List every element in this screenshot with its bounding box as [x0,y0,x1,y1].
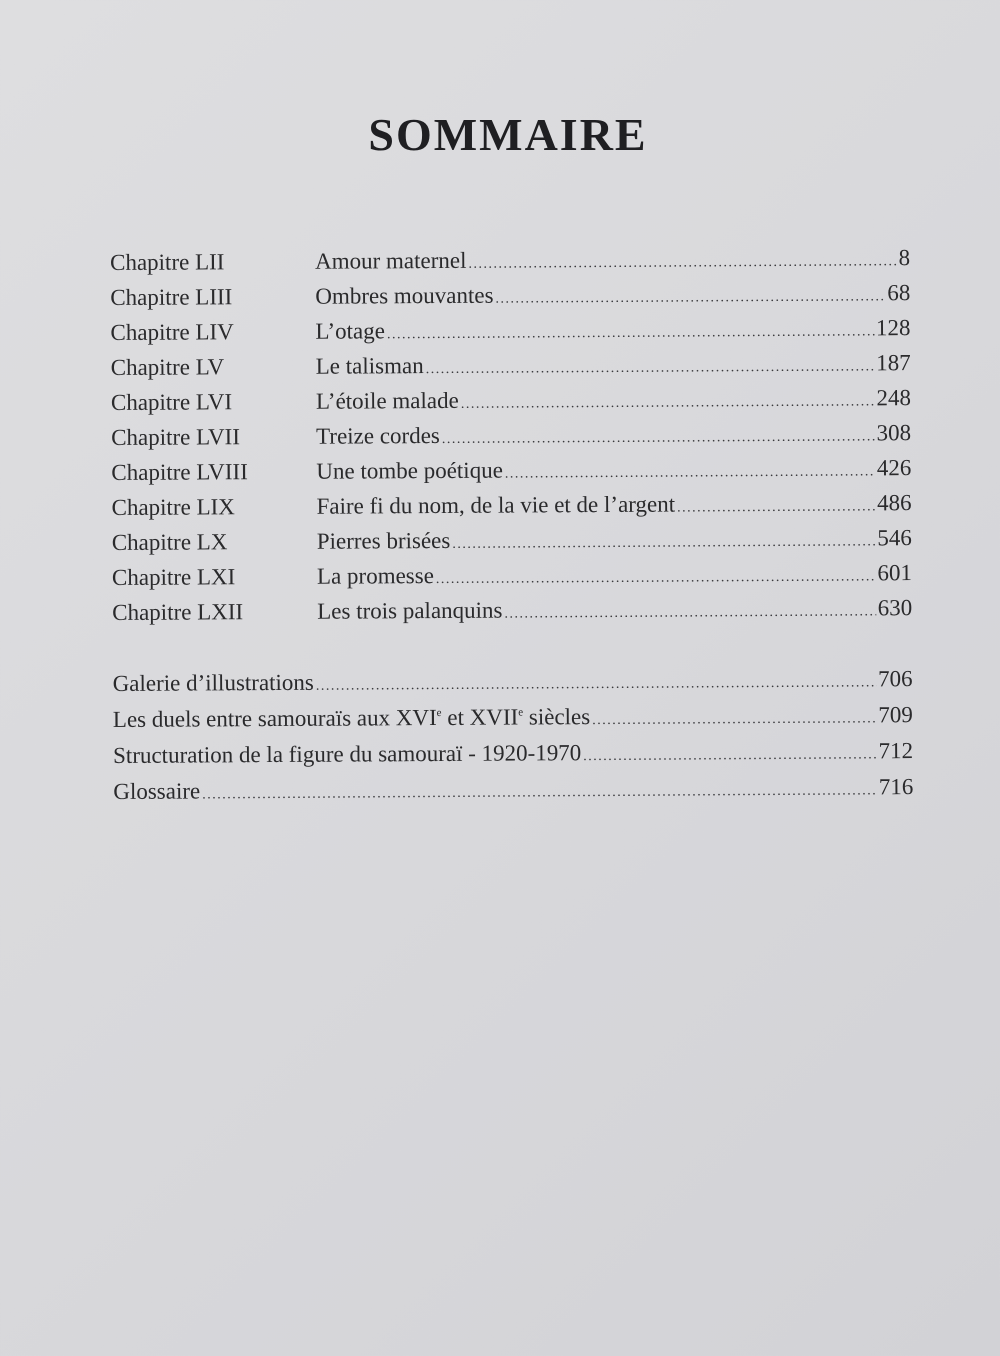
page-number: 486 [876,490,912,516]
entry-title-part: Les duels entre samouraïs aux XVI [112,705,437,732]
page-number: 546 [877,525,912,551]
page-number: 601 [877,560,913,586]
dot-leader [436,569,876,588]
toc-entry-chapter [111,385,911,425]
dot-leader [583,747,876,765]
entry-title: Structuration de la figure du samouraï - 1920-1970 [113,740,582,768]
dot-leader [468,254,896,273]
chapter-title: La promesse [316,563,434,589]
chapter-label: Chapitre LIII [110,284,233,310]
toc-entry-chapter [111,420,911,460]
page-number: 630 [877,595,913,621]
page-number: 8 [898,245,911,271]
page-number: 706 [878,666,913,692]
page-number: 187 [876,350,911,376]
toc-entry-chapter [111,350,911,390]
chapter-label: Chapitre LIX [111,494,235,520]
chapter-title: Le talisman [315,353,424,379]
chapter-label: Chapitre LVII [111,424,241,450]
chapter-label: Chapitre LIV [110,319,234,345]
chapter-title: Pierres brisées [316,527,451,554]
toc-entry-chapter [110,315,910,355]
chapter-label: Chapitre LXI [111,564,236,590]
superscript: e [436,706,442,720]
toc-entry-chapter [112,595,912,635]
dot-leader [677,499,875,516]
toc-entry-chapter [110,280,910,320]
chapter-entry [317,595,912,625]
table-of-contents [110,245,913,815]
superscript: e [518,706,524,719]
chapter-entry [316,420,911,450]
chapter-entry [315,245,910,275]
page-number: 716 [878,774,914,800]
page-number: 426 [876,455,912,481]
chapter-label: Chapitre LX [111,529,228,555]
dot-leader [316,675,876,694]
page-number: 709 [878,702,913,728]
page-number: 128 [875,315,911,341]
dot-leader [505,464,875,482]
toc-entry-glossaire [113,774,913,815]
chapter-entry [316,350,911,380]
dot-leader [592,711,876,729]
entry-title-part: et XVII [441,704,519,730]
entry-title-part: siècles [523,704,591,730]
entry-title: Galerie d’illustrations [112,669,314,696]
dot-leader [495,289,885,307]
dot-leader [442,429,875,448]
chapter-entry [316,490,911,520]
chapter-label: Chapitre LVI [110,389,233,415]
appendix-list [113,666,914,815]
page-title: SOMMAIRE [368,109,648,160]
dot-leader [504,604,875,622]
toc-entry-chapter [111,455,911,495]
chapter-title: Ombres mouvantes [315,282,494,309]
chapter-entry [317,560,912,590]
chapter-entry [315,280,910,310]
chapter-title: Amour maternel [314,247,467,274]
toc-entry-chapter [110,245,910,285]
chapter-list [110,245,912,635]
chapter-title: Les trois palanquins [317,597,503,624]
page-number: 68 [887,280,911,306]
dot-leader [387,324,874,343]
toc-entry-duels [113,702,913,743]
chapter-entry [316,455,911,485]
chapter-label: Chapitre LXII [112,599,244,625]
entry-title: Glossaire [113,778,201,804]
page-number: 248 [876,385,911,411]
toc-entry-chapter [112,525,912,565]
toc-entry-chapter [112,560,912,600]
toc-entry-galerie [113,666,913,707]
chapter-label: Chapitre LVIII [111,459,248,485]
chapter-title: Faire fi du nom, de la vie et de l’argent [316,491,676,519]
toc-entry-structuration [113,738,913,779]
chapter-entry [317,525,912,555]
chapter-entry [316,385,911,415]
page-number: 712 [878,738,914,764]
dot-leader [461,394,875,413]
page-number: 308 [876,420,912,446]
dot-leader [452,534,875,553]
toc-entry-chapter [111,490,911,530]
chapter-label: Chapitre LII [110,249,225,275]
chapter-title: Une tombe poétique [316,457,503,484]
dot-leader [202,783,877,803]
entry-title [113,704,590,733]
chapter-title: L’étoile malade [315,387,459,414]
chapter-label: Chapitre LV [110,354,225,380]
chapter-title: Treize cordes [316,422,440,449]
dot-leader [426,359,875,378]
chapter-entry [315,315,910,345]
chapter-title: L’otage [315,318,385,344]
